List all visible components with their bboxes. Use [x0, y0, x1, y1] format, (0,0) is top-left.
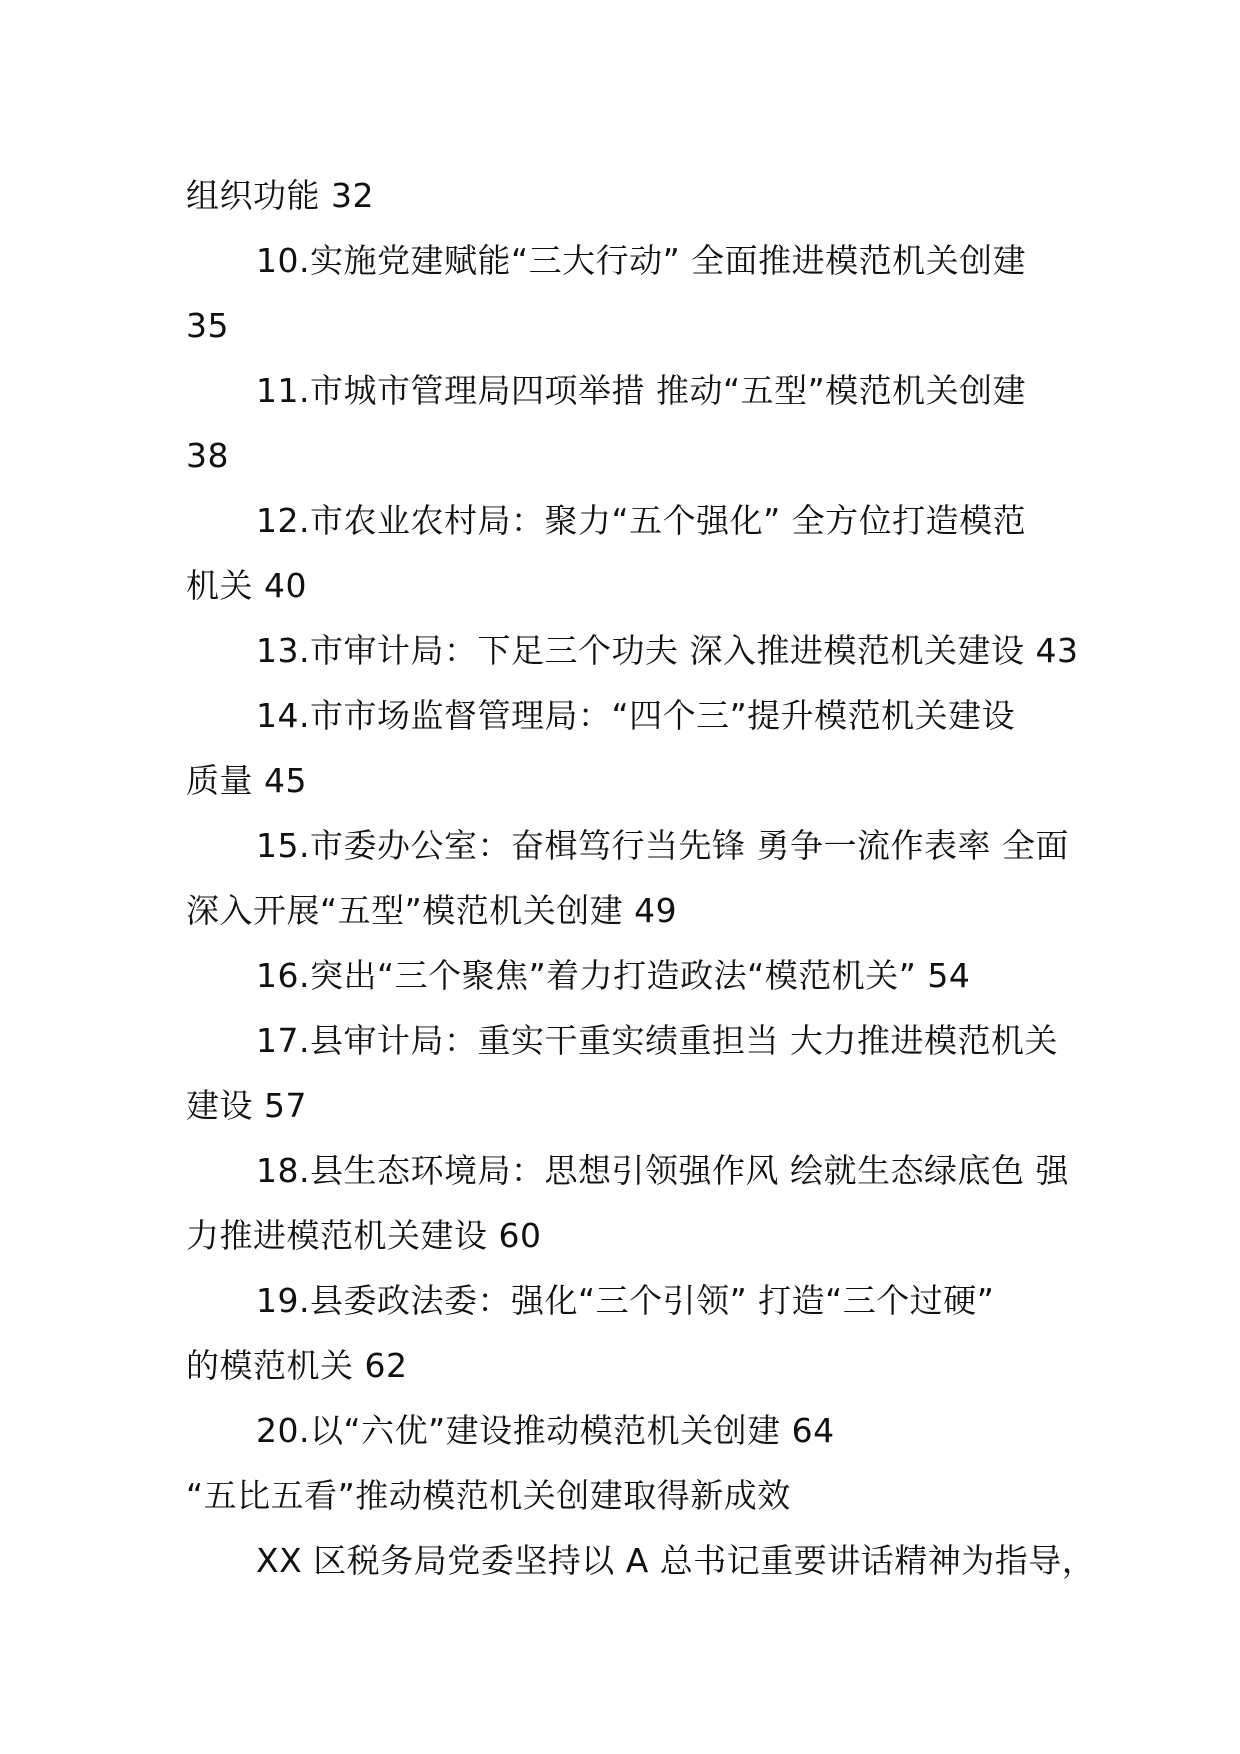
toc-entry-18: 18.县生态环境局：思想引领强作风 绘就生态绿底色 强	[256, 1151, 1069, 1190]
toc-entry-15: 15.市委办公室：奋楫笃行当先锋 勇争一流作表率 全面	[256, 826, 1069, 865]
toc-continuation-17: 建设 57	[186, 1086, 307, 1125]
toc-continuation-15: 深入开展“五型”模范机关创建 49	[186, 891, 678, 930]
article-title: “五比五看”推动模范机关创建取得新成效	[186, 1476, 791, 1515]
toc-entry-11: 11.市城市管理局四项举措 推动“五型”模范机关创建	[256, 371, 1027, 410]
toc-entry-12: 12.市农业农村局：聚力“五个强化” 全方位打造模范	[256, 501, 1027, 540]
toc-entry-19: 19.县委政法委：强化“三个引领” 打造“三个过硬”	[256, 1281, 995, 1320]
toc-entry-14: 14.市市场监督管理局：“四个三”提升模范机关建设	[256, 696, 1016, 735]
toc-continuation-14: 质量 45	[186, 761, 307, 800]
toc-entry-17: 17.县审计局：重实干重实绩重担当 大力推进模范机关	[256, 1021, 1058, 1060]
toc-page-number-11: 38	[186, 436, 229, 475]
toc-page-number-10: 35	[186, 306, 229, 345]
toc-continuation-18: 力推进模范机关建设 60	[186, 1216, 542, 1255]
toc-entry-20: 20.以“六优”建设推动模范机关创建 64	[256, 1411, 835, 1450]
toc-entry-16: 16.突出“三个聚焦”着力打造政法“模范机关” 54	[256, 956, 971, 995]
toc-continuation-19: 的模范机关 62	[186, 1346, 408, 1385]
toc-entry-10: 10.实施党建赋能“三大行动” 全面推进模范机关创建	[256, 241, 1027, 280]
body-paragraph-start: XX 区税务局党委坚持以 A 总书记重要讲话精神为指导，	[256, 1541, 1096, 1580]
toc-entry-13: 13.市审计局：下足三个功夫 深入推进模范机关建设 43	[256, 631, 1079, 670]
toc-continuation-12: 机关 40	[186, 566, 307, 605]
toc-continuation-9: 组织功能 32	[186, 176, 374, 215]
